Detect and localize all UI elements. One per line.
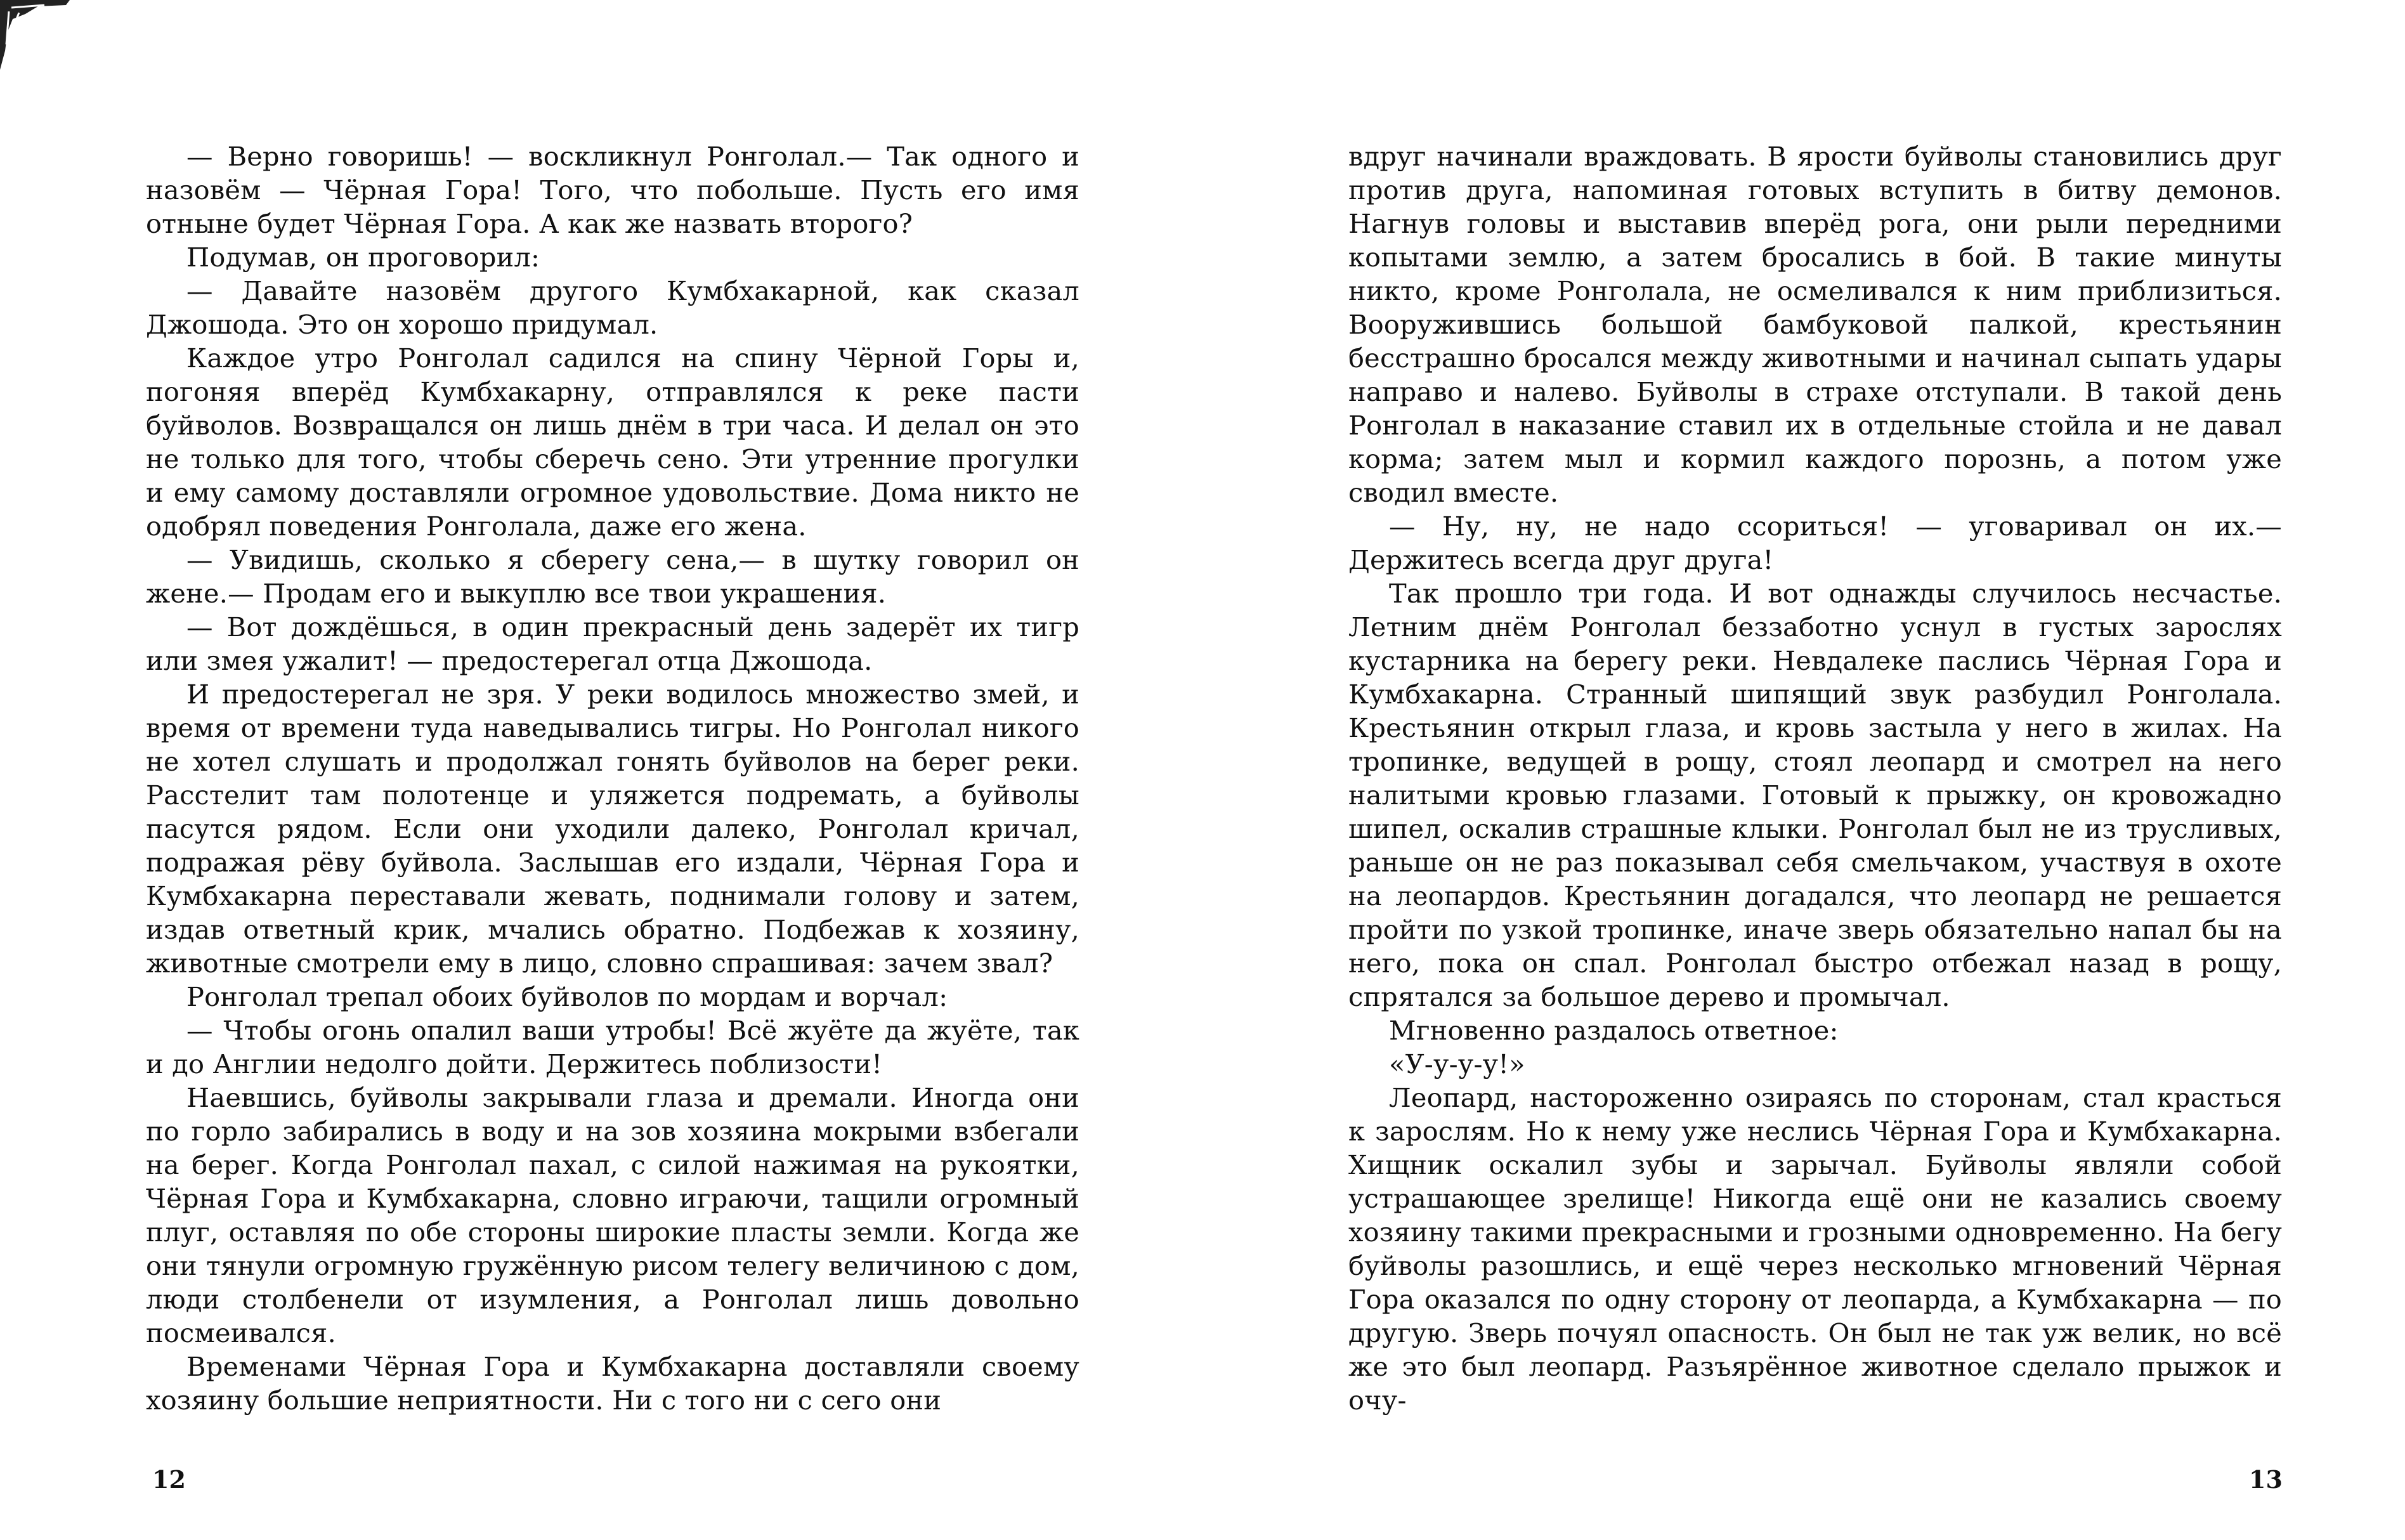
page-number: 13 <box>2249 1465 2283 1494</box>
right-text-column <box>1348 140 2282 1417</box>
paragraph: Каждое утро Ронголал садился на спину Чёрной Горы и, погоняя вперёд Кумбхакарну, отправлялся к реке пасти буйволов. Возвращался он лишь днём в три часа. И делал он это не только для того, чтобы сберечь сено. Эти утренние прогулки и ему самому доставляли огромное удовольствие. Дома никто не одобрял поведения Ронголала, даже его жена. <box>146 343 1079 542</box>
paragraph: Подумав, он проговорил: <box>186 242 540 273</box>
paragraph: вдруг начинали враждовать. В ярости буйволы становились друг против друга, напоминая готовых вступить в битву демонов. Нагнув головы и выставив вперёд рога, они рыли передними копытами землю, а затем бросались в бой. В такие минуты никто, кроме Ронголала, не осмеливался к ним приблизиться. Вооружившись большой бамбуковой палкой, крестьянин бесстрашно бросался между животными и начинал сыпать удары направо и налево. Буйволы в страхе отступали. В такой день Ронголал в наказание ставил их в отдельные стойла и не давал корма; затем мыл и кормил каждого порознь, а потом уже сводил вместе. <box>1348 141 2282 508</box>
paragraph: Ронголал трепал обоих буйволов по мордам и ворчал: <box>186 981 948 1012</box>
right-page <box>1202 0 2405 1540</box>
paragraph: — Давайте назовём другого Кумбхакарной, как сказал Джошода. Это он хорошо придумал. <box>146 275 1079 340</box>
paragraph: Так прошло три года. И вот однажды случилось несчастье. Летним днём Ронголал беззаботно уснул в густых зарослях кустарника на берегу реки. Невдалеке паслись Чёрная Гора и Кумбхакарна. Странный шипящий звук разбудил Ронголала. Крестьянин открыл глаза, и кровь застыла у него в жилах. На тропинке, ведущей в рощу, стоял леопард и смотрел на него налитыми кровью глазами. Готовый к прыжку, он кровожадно шипел, оскалив страшные клыки. Ронголал был не из трусливых, раньше он не раз показывал себя смельчаком, участвуя в охоте на леопардов. Крестьянин догадался, что леопард не решается пройти по узкой тропинке, иначе зверь обязательно напал бы на него, пока он спал. Ронголал быстро отбежал назад в рощу, спрятался за большое дерево и промычал. <box>1348 578 2282 1012</box>
paragraph: Наевшись, буйволы закрывали глаза и дремали. Иногда они по горло забирались в воду и на зов хозяина мокрыми взбегали на берег. Когда Ронголал пахал, с силой нажимая на рукоятки, Чёрная Гора и Кумбхакарна, словно играючи, тащили огромный плуг, оставляя по обе стороны широкие пласты земли. Когда же они тянули огромную гружённую рисом телегу величиною с дом, люди столбенели от изумления, а Ронголал лишь довольно посмеивался. <box>146 1082 1079 1348</box>
corner-ornament-icon <box>0 0 70 70</box>
paragraph: — Увидишь, сколько я сберегу сена,— в шутку говорил он жене.— Продам его и выкуплю все твои украшения. <box>146 544 1079 609</box>
paragraph: Мгновенно раздалось ответное: <box>1389 1015 1839 1046</box>
paragraph: Временами Чёрная Гора и Кумбхакарна доставляли своему хозяину большие неприятности. Ни с того ни с сего они <box>146 1351 1079 1416</box>
paragraph: — Вот дождёшься, в один прекрасный день задерёт их тигр или змея ужалит! — предостерегал отца Джошода. <box>146 611 1079 676</box>
paragraph: И предостерегал не зря. У реки водилось множество змей, и время от времени туда наведывались тигры. Но Ронголал никого не хотел слушать и продолжал гонять буйволов на берег реки. Расстелит там полотенце и уляжется подремать, а буйволы пасутся рядом. Если они уходили далеко, Ронголал кричал, подражая рёву буйвола. Заслышав его издали, Чёрная Гора и Кумбхакарна переставали жевать, поднимали голову и затем, издав ответный крик, мчались обратно. Подбежав к хозяину, животные смотрели ему в лицо, словно спрашивая: зачем звал? <box>146 679 1079 979</box>
paragraph: Леопард, настороженно озираясь по сторонам, стал красться к зарослям. Но к нему уже неслись Чёрная Гора и Кумбхакарна. Хищник оскалил зубы и зарычал. Буйволы являли собой устрашающее зрелище! Никогда ещё они не казались своему хозяину такими прекрасными и грозными одновременно. На бегу буйволы разошлись, и ещё через несколько мгновений Чёрная Гора оказался по одну сторону от леопарда, а Кумбхакарна — по другую. Зверь почуял опасность. Он был не так уж велик, но всё же это был леопард. Разъярённое животное сделало прыжок и очу- <box>1348 1082 2282 1416</box>
page-number: 12 <box>152 1465 186 1494</box>
paragraph: «У-у-у-у!» <box>1389 1048 1525 1080</box>
paragraph: — Ну, ну, не надо ссориться! — уговаривал он их.— Держитесь всегда друг друга! <box>1348 511 2282 575</box>
left-page <box>0 0 1202 1540</box>
paragraph: — Верно говоришь! — воскликнул Ронголал.— Так одного и назовём — Чёрная Гора! Того, что побольше. Пусть его имя отныне будет Чёрная Гора. А как же назвать второго? <box>146 141 1079 239</box>
paragraph: — Чтобы огонь опалил ваши утробы! Всё жуёте да жуёте, так и до Англии недолго дойти. Держитесь поблизости! <box>146 1015 1079 1080</box>
left-text-column <box>146 140 1079 1417</box>
